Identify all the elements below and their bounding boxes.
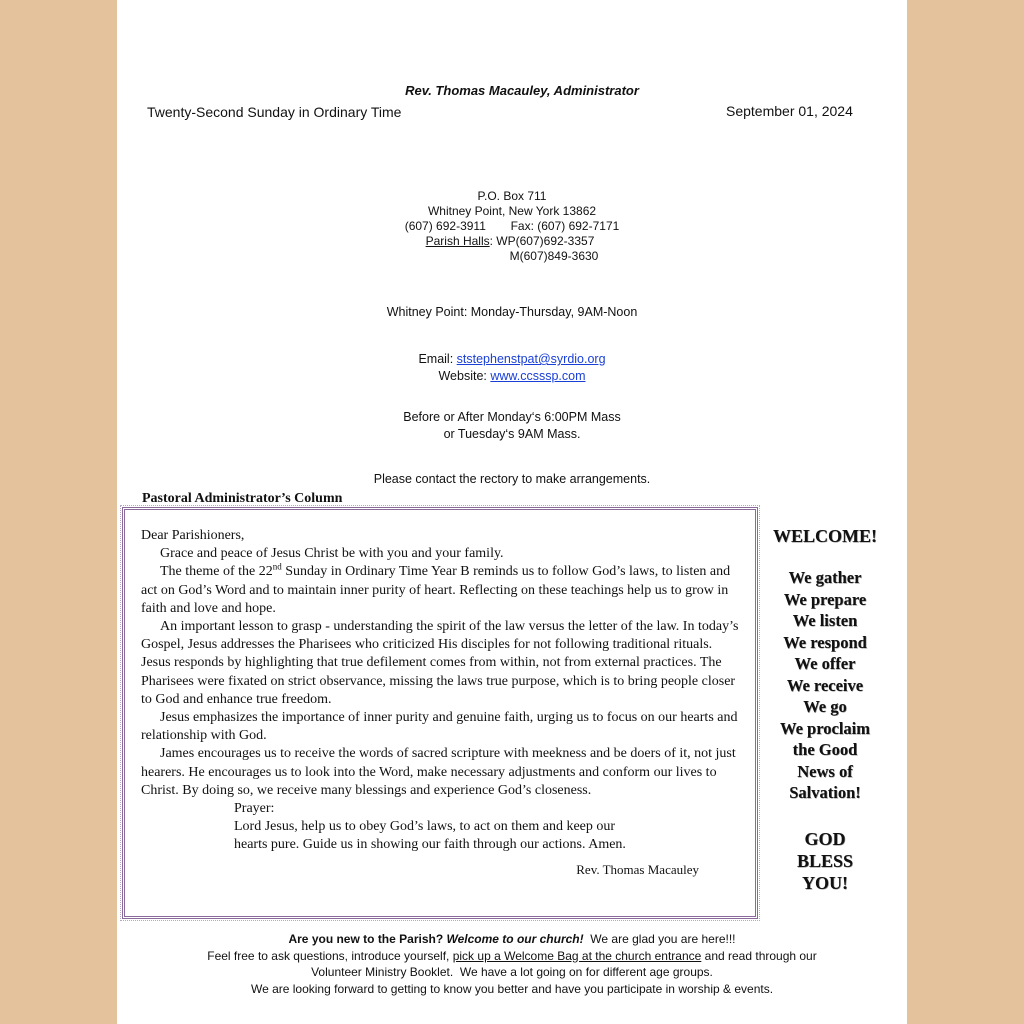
liturgical-sunday: Twenty-Second Sunday in Ordinary Time — [147, 104, 402, 120]
welcome-line: We offer — [794, 654, 856, 673]
welcome-line: We proclaim — [780, 718, 870, 738]
welcome-line: Salvation! — [789, 783, 861, 802]
welcome-title: WELCOME! — [772, 526, 877, 546]
newcomer-question: Are you new to the Parish? — [288, 932, 447, 946]
newcomer-note — [117, 931, 907, 997]
pastoral-column-box — [122, 507, 758, 919]
administrator-title: Rev. Thomas Macauley, Administrator — [405, 83, 639, 98]
parish-halls-m: M(607)849-3630 — [509, 249, 599, 263]
paragraph-3: An important lesson to grasp - understanding the spirit of the law versus the letter of the law. In today’s Gospel, Jesus addresses the Pharisees who criticized His disciples for not following traditional rituals. Jesus responds by highlighting that true defilement comes from within, not from external practices. The Pharisees were fixated on strict observance, missing the laws true purpose, which is to bring people closer to God and enhance true freedom. — [141, 619, 739, 707]
online-contact — [0, 351, 1024, 385]
email-link[interactable]: ststephenstpat@syrdio.org — [456, 352, 606, 366]
welcome-line: We go — [803, 697, 847, 716]
paragraph-4: Jesus emphasizes the importance of inner purity and genuine faith, urging us to focus on our hearts and relationship with God. — [141, 710, 738, 744]
newcomer-line-1 — [117, 931, 907, 948]
paragraph-2 — [141, 563, 745, 618]
paragraph-5: James encourages us to receive the words of sacred scripture with meekness and be doers of it, not just hearers. He encourages us to look into the Word, make necessary adjustments and conform our lives to Christ. By doing so, we receive many blessings and experience God’s closeness. — [141, 746, 736, 798]
welcome-line: We prepare — [783, 589, 867, 609]
prayer-line-2: hearts pure. Guide us in showing our faith through our actions. Amen. — [234, 837, 626, 853]
website-link[interactable]: www.ccsssp.com — [490, 369, 586, 383]
prayer-line-1: Lord Jesus, help us to obey God’s laws, to act on them and keep our — [234, 819, 616, 835]
welcome-panel — [762, 526, 888, 894]
email-label: Email: — [418, 352, 457, 366]
phone-line — [0, 219, 1024, 234]
paragraph-2-start: The theme of the 22 — [160, 564, 273, 580]
newcomer-line-2-end: and read through our — [701, 948, 817, 963]
newcomer-line-3: Volunteer Ministry Booklet. We have a lot going on for different age groups. — [311, 965, 713, 979]
website-line — [0, 368, 1024, 385]
arrangements-note: Please contact the rectory to make arrangements. — [373, 472, 651, 486]
welcome-line: We respond — [783, 632, 867, 652]
welcome-line: the Good — [792, 740, 858, 759]
paragraph-1: Grace and peace of Jesus Christ be with you and your family. — [160, 546, 504, 562]
parish-halls-line — [0, 234, 1022, 249]
office-hours: Whitney Point: Monday-Thursday, 9AM-Noon — [386, 305, 638, 319]
phone-number: (607) 692-3911 — [404, 219, 486, 233]
bulletin-date: September 01, 2024 — [726, 103, 853, 119]
email-line — [0, 351, 1024, 368]
paragraph-2-rest: Sunday in Ordinary Time Year B reminds us to follow God’s laws, to listen and act on God’s Word and to maintain inner purity of heart. Reflecting on these teachings help us to grow in faith and love and hope. — [141, 564, 731, 616]
city-line: Whitney Point, New York 13862 — [427, 204, 597, 218]
confession-times — [0, 409, 1024, 443]
welcome-line: We gather — [788, 568, 862, 587]
fax-number: Fax: (607) 692-7171 — [510, 219, 620, 233]
confession-line-2: or Tuesday‘s 9AM Mass. — [443, 427, 581, 441]
newcomer-line-2 — [117, 948, 907, 965]
po-box: P.O. Box 711 — [477, 189, 547, 203]
bless-line: YOU! — [802, 872, 848, 893]
welcome-line: We listen — [792, 611, 858, 630]
god-bless-you — [762, 828, 888, 894]
parish-halls-label: Parish Halls — [425, 234, 490, 248]
bless-line: BLESS — [796, 850, 854, 871]
parish-address — [0, 189, 1024, 264]
website-label: Website: — [438, 369, 491, 383]
salutation: Dear Parishioners, — [141, 528, 245, 543]
bless-line: GOD — [804, 828, 846, 849]
welcome-line: News of — [797, 761, 853, 781]
welcome-line: We receive — [786, 675, 864, 695]
column-title: Pastoral Administrator’s Column — [142, 491, 343, 506]
confession-line-1: Before or After Monday‘s 6:00PM Mass — [403, 410, 621, 424]
newcomer-line-2-start: Feel free to ask questions, introduce yourself, — [207, 948, 453, 963]
newcomer-glad: We are glad you are here!!! — [583, 932, 736, 946]
signature: Rev. Thomas Macauley — [576, 861, 699, 877]
newcomer-line-4: We are looking forward to getting to know you better and have you participate in worship & events. — [250, 981, 774, 996]
newcomer-welcome: Welcome to our church! — [446, 932, 584, 946]
pastoral-letter — [141, 527, 745, 879]
prayer-label: Prayer: — [234, 801, 275, 817]
ordinal-suffix: nd — [272, 561, 282, 572]
parish-halls-wp: : WP(607)692-3357 — [489, 234, 595, 248]
welcome-bag-note: pick up a Welcome Bag at the church entrance — [452, 948, 702, 963]
